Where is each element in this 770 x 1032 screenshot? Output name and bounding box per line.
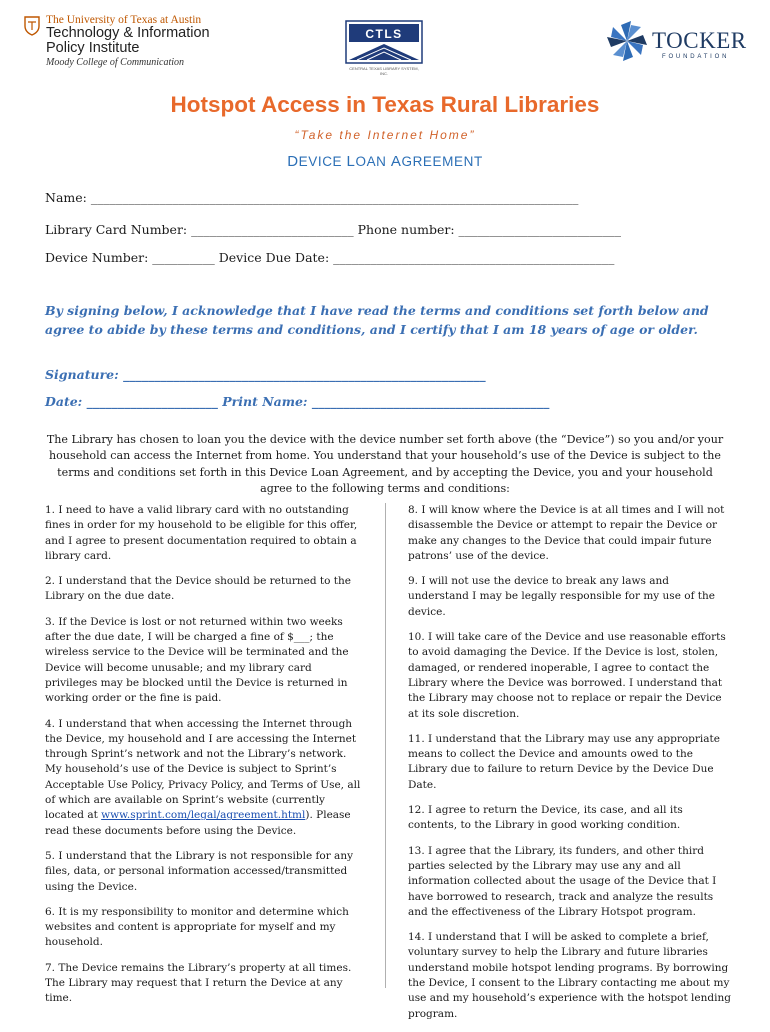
intro-paragraph: The Library has chosen to loan you the device with the device number set forth above (the “Device”) so you and/or your household can access the Internet from home. You understand that your household’s use of the Device is subject to the terms and conditions set forth in this Device Loan Agreement, and by accepting the Device, you and your household agree to the following terms and conditions: <box>46 433 724 495</box>
sprint-agreement-link[interactable]: www.sprint.com/legal/agreement.html <box>101 809 306 822</box>
term-8: 8. I will know where the Device is at all times and I will not disassemble the Device or attempt to repair the Device or make any changes to the Device that could impair future patrons’ use of the device. <box>408 504 725 562</box>
heading-word-loan: OAN <box>355 154 391 169</box>
page-tagline: “Take the Internet Home” <box>294 128 476 142</box>
ut-college-name: Moody College of Communication <box>46 57 185 68</box>
tocker-subtitle: FOUNDATION <box>662 54 730 60</box>
terms-right-column <box>408 503 733 1032</box>
phone-blank[interactable]: __________________________ <box>458 222 622 237</box>
ctls-subtitle: CENTRAL TEXAS LIBRARY SYSTEM, INC. <box>349 66 419 76</box>
term-9: 9. I will not use the device to break any laws and understand I may be legally responsible for my use of the device. <box>408 575 715 618</box>
tocker-name: TOCKER <box>652 28 747 53</box>
heading-word-agreement: GREEMENT <box>401 154 483 169</box>
print-name-blank[interactable]: ______________________________________ <box>311 394 550 409</box>
term-2: 2. I understand that the Device should be returned to the Library on the due date. <box>45 575 351 603</box>
card-phone-field-row <box>45 222 621 237</box>
term-10: 10. I will take care of the Device and use reasonable efforts to avoid damaging the Device. If the Device is lost, stolen, damaged, or rendered inoperable, I agree to contact the Library where the Device was borrowed. I understand that the Library may choose not to replace or repair the Device at its sole discretion. <box>408 631 726 720</box>
name-label: Name: <box>45 190 87 205</box>
print-name-label: Print Name: <box>222 394 308 409</box>
signature-blank[interactable]: __________________________________________________________ <box>123 367 486 382</box>
terms-left-column <box>45 503 363 1017</box>
term-14: 14. I understand that I will be asked to complete a brief, voluntary survey to help the Library and future libraries understand mobile hotspot lending programs. By borrowing the Device, I consent to the Library contacting me about my use and my household’s experience with the hotspot lending program. <box>408 931 731 1020</box>
name-blank[interactable]: ______________________________________________________________________________ <box>90 190 579 205</box>
ut-institute-line-1: Technology & Information <box>46 25 210 41</box>
tocker-pinwheel-icon <box>604 18 650 64</box>
heading-letter-a: A <box>390 153 402 170</box>
acknowledgement-text: By signing below, I acknowledge that I have read the terms and conditions set forth below and agree to abide by these terms and conditions, and I certify that I am 18 years of age or older. <box>45 303 709 337</box>
ut-institute-line-2: Policy Institute <box>46 40 140 56</box>
library-card-blank[interactable]: __________________________ <box>191 222 354 237</box>
device-due-date-label: Device Due Date: <box>218 250 330 265</box>
term-11: 11. I understand that the Library may use any appropriate means to collect the Device and amounts owed to the Library due to failure to return Device by the Device Due Date. <box>408 732 720 791</box>
term-4-text-end: ). Please read these documents before using the Device. <box>45 809 351 837</box>
term-13: 13. I agree that the Library, its funders, and other third parties selected by the Library may use any and all information collected about the usage of the Device that I have borrowed to research, track and analyze the results and the effectiveness of the Library Hotspot program. <box>408 844 717 918</box>
device-number-blank[interactable]: __________ <box>152 250 215 265</box>
device-field-row <box>45 250 614 265</box>
phone-label: Phone number: <box>357 222 455 237</box>
column-divider <box>385 503 386 988</box>
date-label: Date: <box>45 394 83 409</box>
ut-shield-icon <box>24 16 40 36</box>
signature-row <box>45 367 486 382</box>
device-due-date-blank[interactable]: _____________________________________________ <box>333 250 615 265</box>
term-7: 7. The Device remains the Library’s property at all times. The Library may request that I return the Device at any time. <box>45 961 352 1005</box>
term-12: 12. I agree to return the Device, its case, and all its contents, to the Library in good working condition. <box>408 804 683 832</box>
date-print-row <box>45 394 549 409</box>
term-1: 1. I need to have a valid library card with no outstanding fines in order for my household to be eligible for this offer, and I agree to present documentation required to obtain a library card. <box>45 504 358 562</box>
heading-letter-l: L <box>346 153 356 170</box>
device-number-label: Device Number: <box>45 250 149 265</box>
heading-word-device: EVICE <box>298 154 347 169</box>
agreement-heading <box>0 153 770 170</box>
heading-letter-d: D <box>287 153 299 170</box>
term-3: 3. If the Device is lost or not returned within two weeks after the due date, I will be charged a fine of $___; the wireless service to the Device will be terminated and the Device will become unusable; and my library card privileges may be blocked until the Device is returned in working order or the fine is paid. <box>45 615 349 705</box>
term-4-text: 4. I understand that when accessing the Internet through the Device, my household and I are accessing the Internet through Sprint’s network and not the Library’s network. My household’s use of the Device is subject to Sprint’s Acceptable Use Policy, Privacy Policy, and Terms of Use, all of which are available on Sprint’s website (currently located at <box>45 717 361 822</box>
ctls-logo <box>345 20 423 76</box>
term-4 <box>45 717 363 839</box>
ut-institute-name <box>46 26 210 56</box>
date-blank[interactable]: _____________________ <box>86 394 218 409</box>
tocker-foundation-logo <box>604 18 749 66</box>
name-field-row <box>45 190 578 205</box>
ut-tipi-logo <box>24 14 254 70</box>
library-card-label: Library Card Number: <box>45 222 188 237</box>
term-6: 6. It is my responsibility to monitor and determine which websites and content is appropriate for myself and my household. <box>45 905 349 949</box>
term-5: 5. I understand that the Library is not responsible for any files, data, or personal information accessed/transmitted using the Device. <box>45 849 354 893</box>
ut-university-name: The University of Texas at Austin <box>46 14 202 26</box>
signature-label: Signature: <box>45 367 119 382</box>
page-title: Hotspot Access in Texas Rural Libraries <box>170 92 600 117</box>
ctls-name: CTLS <box>365 27 403 41</box>
